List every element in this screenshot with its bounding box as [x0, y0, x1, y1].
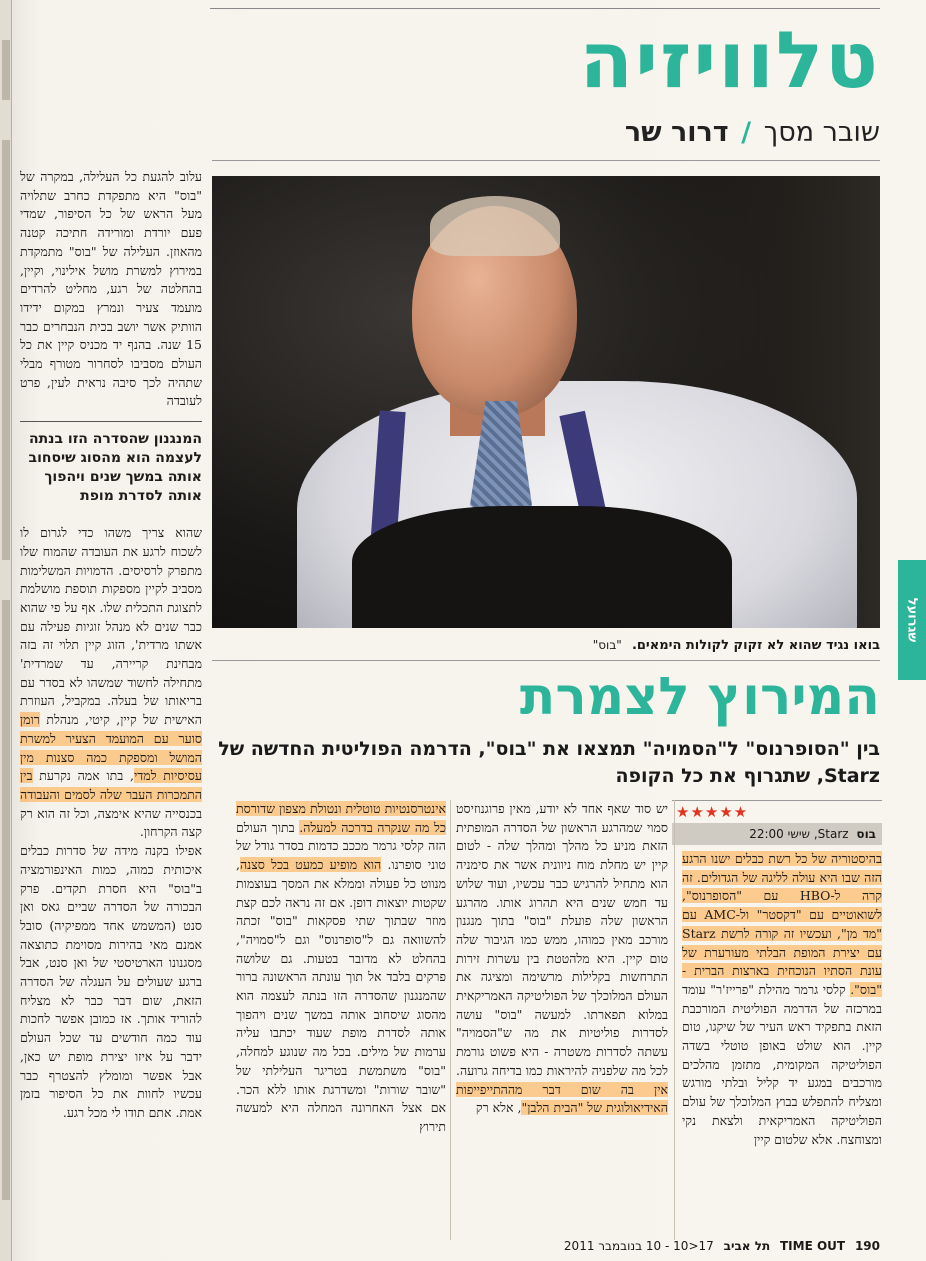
col2-text: יש סוד שאף אחד לא יודע, מאין פרוגנוזיסט סמוי שמהרגע הראשון של הסדרה המופתית הזאת מניע כל מהלך ומהלך שלה - לטום קיין יש מחלת מוח ניוונית אשר את סימניה הוא מתחיל להרגיש כבר עכשיו, ועוד שלוש עד חמש שנים היא תהרוג אותו. מהרגע הראשון שלה פועלת "בוס" בתוך מנגנון מורכב מאין כמוהו, ממש כמו הגיבור שלה טום קיין. היא מלהטטת בין עשרות זירות התרחשות בקלילות מרשימה ומציגה את העולם המלוכלך של הפוליטיקה האמריקאית במלוא תפארתו. למעשה "בוס" עושה לסדרות פוליטיות את מה ש"הסמויה" עשתה לסדרות משטרה - היא פשוט גורמת לכל מה שלפניה להיראות כמו בדיחה גרועה.	[456, 801, 668, 1078]
page-footer	[480, 1237, 880, 1255]
channel-name: Starz	[817, 827, 849, 841]
article-col3-paragraph	[236, 800, 446, 1137]
left-p2-text: שהוא צריך משהו כדי לגרום לו לשכוח לרגע את העובדה שהמוח שלו מתפרק לרסיסים. הדמויות המשלימות מסביב לקיין מספקות תוספת מושלמת לתצוגת התכלית שלו. אף על פי שהוא כבר שנים לא מנהל זוגיות פעילה עם אשתו מרדית', הזוג קיין תלוי זה בזה מבחינת קריירה, עד שמרדית' מתחילה לחשוד שמשהו לא בסדר עם בריאותו של בעלה. במקביל, העוזרת האישית של קיין, קיטי, מנהלת	[20, 525, 202, 728]
col1-text: קלסי גרמר מהילת "פרייז'ר" עומד במרכזה של הדרמה הפוליטית המורכבת הזאת בתפקיד ראש העיר של שיקגו, טום קיין. הוא שולט באופן טוטלי בשדה הפוליטיקה המקומית, מתזמן מהלכים מורכבים במגע יד קליל ובלתי מורגש ומצליח להתפלש בבוץ המלוכלך של עולם הפוליטיקה האמריקאית ולצאת נקי ומצוחצח. אלא שלטום קיין	[682, 981, 882, 1147]
previous-page-edge	[0, 0, 12, 1261]
lead-photo	[212, 176, 880, 628]
highlighted-text: רומן סוער עם המועמד הצעיר למשרת המושל ומספקת כמה סצנות מין עסיסיות למדי	[20, 712, 202, 784]
highlighted-text: הוא מופיע כמעט בכל סצנה	[239, 857, 382, 873]
col3-text-2: , מנווט כל פעולה וממלא את המסך בעוצמות שקטות יוצאות דופן. אם זה נראה לכם קצת מוזר שבתוך שתי פסקאות "בוס" זכתה להשוואה גם ל"סופרנוס" וגם ל"סמויה", בהחלט לא מדובר בטעות. גם שלושה פרקים בלבד אל תוך עונתה הראשונה ברור שהמנגנון שהסדרה הזו בנתה לעצמה הוא מהסוג שיסחוב אותה במשך שנים ויהפוך אותה לסדרת מופת שעוד יכתבו עליה ערמות של מילים. בכל מה שנוגע למחלה, "בוס" משתמשת בטריגר העלילתי של "שובר שורות" ומשדרגת אותו ללא הכר. אם אצל האחרונה המחלה היא למעשה תירוץ	[236, 857, 446, 1134]
side-tab-label: שגרועל	[904, 597, 920, 643]
col3-text-1: בתוך העולם הזה קלסי גרמר מככב כדמות בסדר גודל של טוני סופרנו.	[236, 819, 446, 873]
photo-caption	[212, 634, 880, 656]
magazine-city: תל אביב	[723, 1239, 771, 1253]
article-column-1	[682, 850, 882, 1240]
column-divider	[674, 800, 675, 1240]
article-column-3	[236, 800, 446, 1240]
col2-tail: , אלא רק	[475, 1100, 522, 1116]
magazine-brand: TIME OUT	[780, 1239, 846, 1253]
author-name: דרור שר	[624, 117, 729, 148]
highlighted-text: בין התמכרות העבר שלה לסמים והעבודה	[20, 768, 202, 802]
left-p2-after: בכנסייה שהיא אימצה, וכל זה הוא רק קצה הקרחון.	[20, 805, 202, 840]
left-paragraph-1: עלוב להגעת כל העלילה, במקרה של "בוס" היא מתפקדת כחרב שתלויה מעל הראש של כל הסיפור, שמדי פעם יורדת ומורידה חתיכה קטנה מהאוזן. העלילה של "בוס" מתמקדת במירוץ למשרת מושל אילינוי, וקיין, בהחלטה של רגע, מחליט להרדים מועמד צעיר ונמרץ במקום ידידו הוותיק אשר יושב בכית הנבחרים כבר 15 שנה. בהנף יד מכניס קיין את כל העולם מסביבו לסחרור מטורף מבלי שתהיה לכך סיבה נראית לעין, פרט לעובדה	[20, 169, 202, 409]
column-divider	[450, 800, 451, 1240]
article-column-2	[456, 800, 668, 1240]
issue-dates: 17<10 - 10 בנובמבר 2011	[563, 1239, 714, 1253]
article-headline: המירוץ לצמרת	[519, 667, 880, 727]
highlighted-text: אינטרסנטיות טוטלית ונטולת מצפון שדורסת כל מה שנקרה בדרכה למעלה.	[236, 801, 446, 835]
section-title: טלוויזיה	[579, 16, 880, 106]
highlighted-text: אין בה שום דבר מההתייפייפות האידיאולוגית של "הבית הלבן"	[456, 1081, 668, 1116]
rating-box	[672, 800, 882, 846]
article-col2-paragraph	[456, 800, 668, 1118]
time-slot: שישי 22:00	[749, 827, 811, 841]
article-col1-paragraph	[682, 850, 882, 1149]
left-p2-mid: , בתו אמה נקרעת	[39, 768, 135, 784]
byline	[360, 112, 880, 154]
left-paragraph-2	[20, 524, 202, 842]
column-name: שובר מסך	[763, 117, 880, 148]
broadcast-info: בוס Starz, שישי 22:00	[672, 823, 882, 845]
highlighted-text: בהיסטוריה של כל רשת כבלים ישנו הרגע הזה שבו היא עולה לליגה של הגדולים. זה קרה ל-HBO עם "הסופרנוס", לשואוטיים עם "דקסטר" ול-AMC עם "מד מן", ועכשיו זה קורה לרשת Starz עם יצירת המופת הבלתי מעורערת של עונת הסתיו הנוכחית בארצות הברית - "בוס".	[682, 851, 882, 997]
show-name: בוס	[856, 827, 876, 841]
star-rating: ★★★★★	[676, 803, 749, 821]
byline-rule	[212, 160, 880, 161]
caption-credit: "בוס"	[592, 638, 622, 652]
byline-separator: /	[741, 117, 752, 148]
pull-quote: המנגנון שהסדרה הזו בנתה לעצמה הוא מהסוג שיסחוב אותה במשך שנים ויהפוך אותה לסדרת מופת	[20, 421, 202, 516]
page-number: 190	[854, 1239, 880, 1253]
caption-text: בואו נגיד שהוא לא זקוק לקולות הימאים.	[631, 638, 880, 653]
caption-rule	[212, 660, 880, 661]
section-side-tab	[898, 560, 926, 680]
left-column	[20, 168, 202, 1242]
left-paragraph-3: אפילו בקנה מידה של סדרות כבלים איכותית כמוה, כמות האינפורמציה ב"בוס" היא חסרת תקדים. פרק הבכורה של הסדרה שביים גאס ואן סנט (המשמש אחד ממפיקיה) סובל אמנם מאי בהירות מסוימת כתוצאה מסגנונו הארטיסטי של ואן סנט, אבל ברגע שעולים על העגלה של הסדרה הזאת, שום דבר כבר לא מצליח להוריד אותך. אז כמובן אפשר לחכות עוד כמה חודשים עד שכל העולם ידבר על איזו יצירת מופת יש כאן, אבל אפשר ומומלץ להצטרף כבר עכשיו לחוות את כל הסיפור בזמן אמת. אתם תודו לי מכל רגע.	[20, 843, 202, 1120]
article-subhead: בין "הסופרנוס" ל"הסמויה" תמצאו את "בוס", הדרמה הפוליטית החדשה של Starz, שתגרוף את כל הקופה	[218, 738, 880, 787]
